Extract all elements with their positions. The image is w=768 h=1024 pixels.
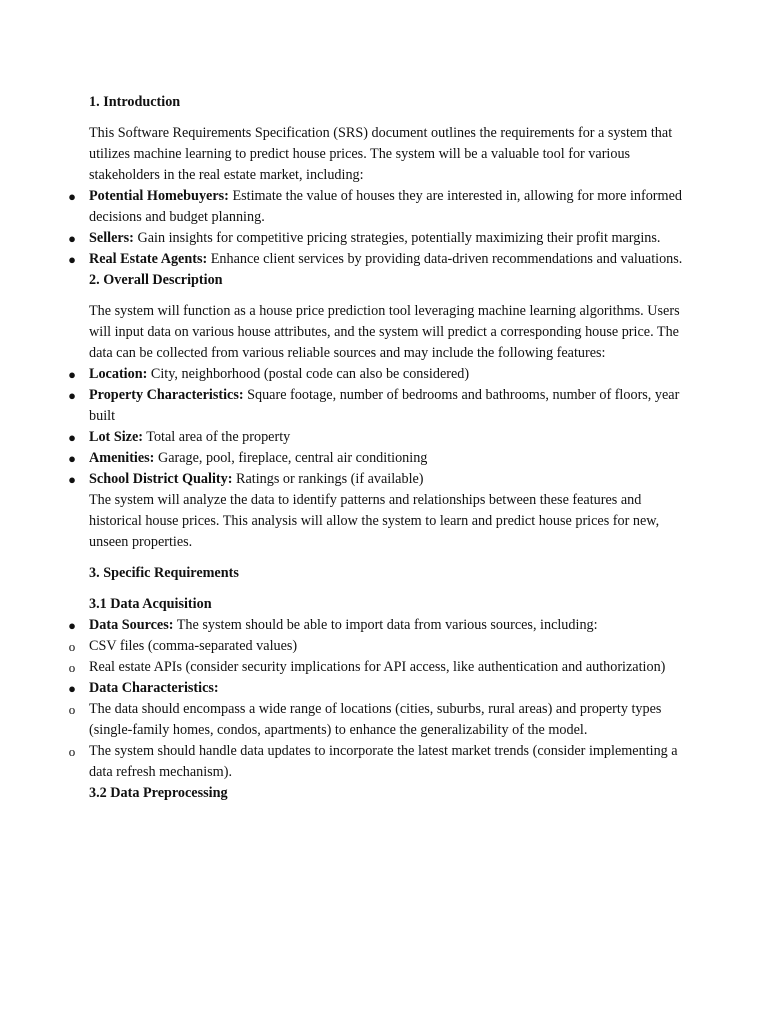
bullet-icon: ● bbox=[68, 681, 76, 696]
sub-list-item-text: Real estate APIs (consider security implications for API access, like authentication and authorization) bbox=[89, 659, 666, 675]
list-item-term: School District Quality: bbox=[89, 471, 233, 487]
sub-list-item bbox=[68, 699, 689, 741]
section-heading-overall-description: 2. Overall Description bbox=[89, 272, 223, 288]
overall-description-paragraph: The system will function as a house price prediction tool leveraging machine learning algorithms. Users will input data on various house attributes, and the system will predict a corresponding house price. The data can be collected from various reliable sources and may include the following features: bbox=[89, 303, 680, 361]
bullet-icon: ● bbox=[68, 451, 76, 466]
circle-bullet-icon: o bbox=[68, 744, 76, 759]
list-item-text: Ratings or rankings (if available) bbox=[232, 471, 424, 487]
bullet-icon: ● bbox=[68, 472, 76, 487]
list-item-term: Property Characteristics: bbox=[89, 387, 244, 403]
bullet-icon: ● bbox=[68, 367, 76, 382]
section-heading-specific-requirements: 3. Specific Requirements bbox=[89, 565, 239, 581]
list-item-term: Data Characteristics: bbox=[89, 680, 219, 696]
list-item-text: The system should be able to import data from various sources, including: bbox=[173, 617, 598, 633]
list-item-text: Total area of the property bbox=[142, 429, 291, 445]
introduction-paragraph: This Software Requirements Specification (SRS) document outlines the requirements for a system that utilizes machine learning to predict house prices. The system will be a valuable tool for various stakeholders in the real estate market, including: bbox=[89, 125, 673, 183]
list-item bbox=[68, 364, 689, 385]
list-item bbox=[68, 228, 689, 249]
list-item-text: City, neighborhood (postal code can also be considered) bbox=[147, 366, 470, 382]
sub-list-item bbox=[68, 741, 689, 783]
list-item-term: Potential Homebuyers: bbox=[89, 188, 229, 204]
circle-bullet-icon: o bbox=[68, 660, 76, 675]
list-item-term: Lot Size: bbox=[89, 429, 143, 445]
list-item bbox=[68, 448, 689, 469]
bullet-icon: ● bbox=[68, 430, 76, 445]
document-content bbox=[68, 92, 689, 804]
data-acquisition-list bbox=[68, 615, 689, 783]
list-item bbox=[68, 678, 689, 699]
list-item-text: Gain insights for competitive pricing strategies, potentially maximizing their profit margins. bbox=[133, 230, 661, 246]
circle-bullet-icon: o bbox=[68, 639, 76, 654]
overall-description-closing: The system will analyze the data to identify patterns and relationships between these features and historical house prices. This analysis will allow the system to learn and predict house prices for new, unseen properties. bbox=[89, 492, 660, 550]
stakeholder-list bbox=[68, 186, 689, 270]
list-item-text: Square footage, number of bedrooms and bathrooms, number of floors, year built bbox=[89, 387, 680, 424]
list-item-term: Amenities: bbox=[89, 450, 155, 466]
subsection-heading-data-acquisition: 3.1 Data Acquisition bbox=[89, 596, 212, 612]
list-item-term: Location: bbox=[89, 366, 148, 382]
list-item-term: Data Sources: bbox=[89, 617, 174, 633]
bullet-icon: ● bbox=[68, 252, 76, 267]
list-item bbox=[68, 427, 689, 448]
sub-list-item-text: The data should encompass a wide range of locations (cities, suburbs, rural areas) and property types (single-family homes, condos, apartments) to enhance the generalizability of the model. bbox=[89, 701, 662, 738]
list-item bbox=[68, 385, 689, 427]
circle-bullet-icon: o bbox=[68, 702, 76, 717]
list-item-term: Real Estate Agents: bbox=[89, 251, 208, 267]
features-list bbox=[68, 364, 689, 490]
sub-list-item bbox=[68, 657, 689, 678]
sub-list-item-text: The system should handle data updates to incorporate the latest market trends (consider implementing a data refresh mechanism). bbox=[89, 743, 678, 780]
bullet-icon: ● bbox=[68, 189, 76, 204]
list-item-text: Estimate the value of houses they are interested in, allowing for more informed decisions and budget planning. bbox=[89, 188, 682, 225]
bullet-icon: ● bbox=[68, 618, 76, 633]
bullet-icon: ● bbox=[68, 231, 76, 246]
sub-list-item-text: CSV files (comma-separated values) bbox=[89, 638, 298, 654]
bullet-icon: ● bbox=[68, 388, 76, 403]
list-item bbox=[68, 249, 689, 270]
subsection-heading-data-preprocessing: 3.2 Data Preprocessing bbox=[89, 785, 228, 801]
list-item bbox=[68, 186, 689, 228]
list-item-term: Sellers: bbox=[89, 230, 134, 246]
list-item bbox=[68, 615, 689, 636]
sub-list-item bbox=[68, 636, 689, 657]
list-item bbox=[68, 469, 689, 490]
list-item-text: Enhance client services by providing data-driven recommendations and valuations. bbox=[207, 251, 683, 267]
list-item-text: Garage, pool, fireplace, central air conditioning bbox=[154, 450, 428, 466]
section-heading-introduction: 1. Introduction bbox=[89, 94, 181, 110]
